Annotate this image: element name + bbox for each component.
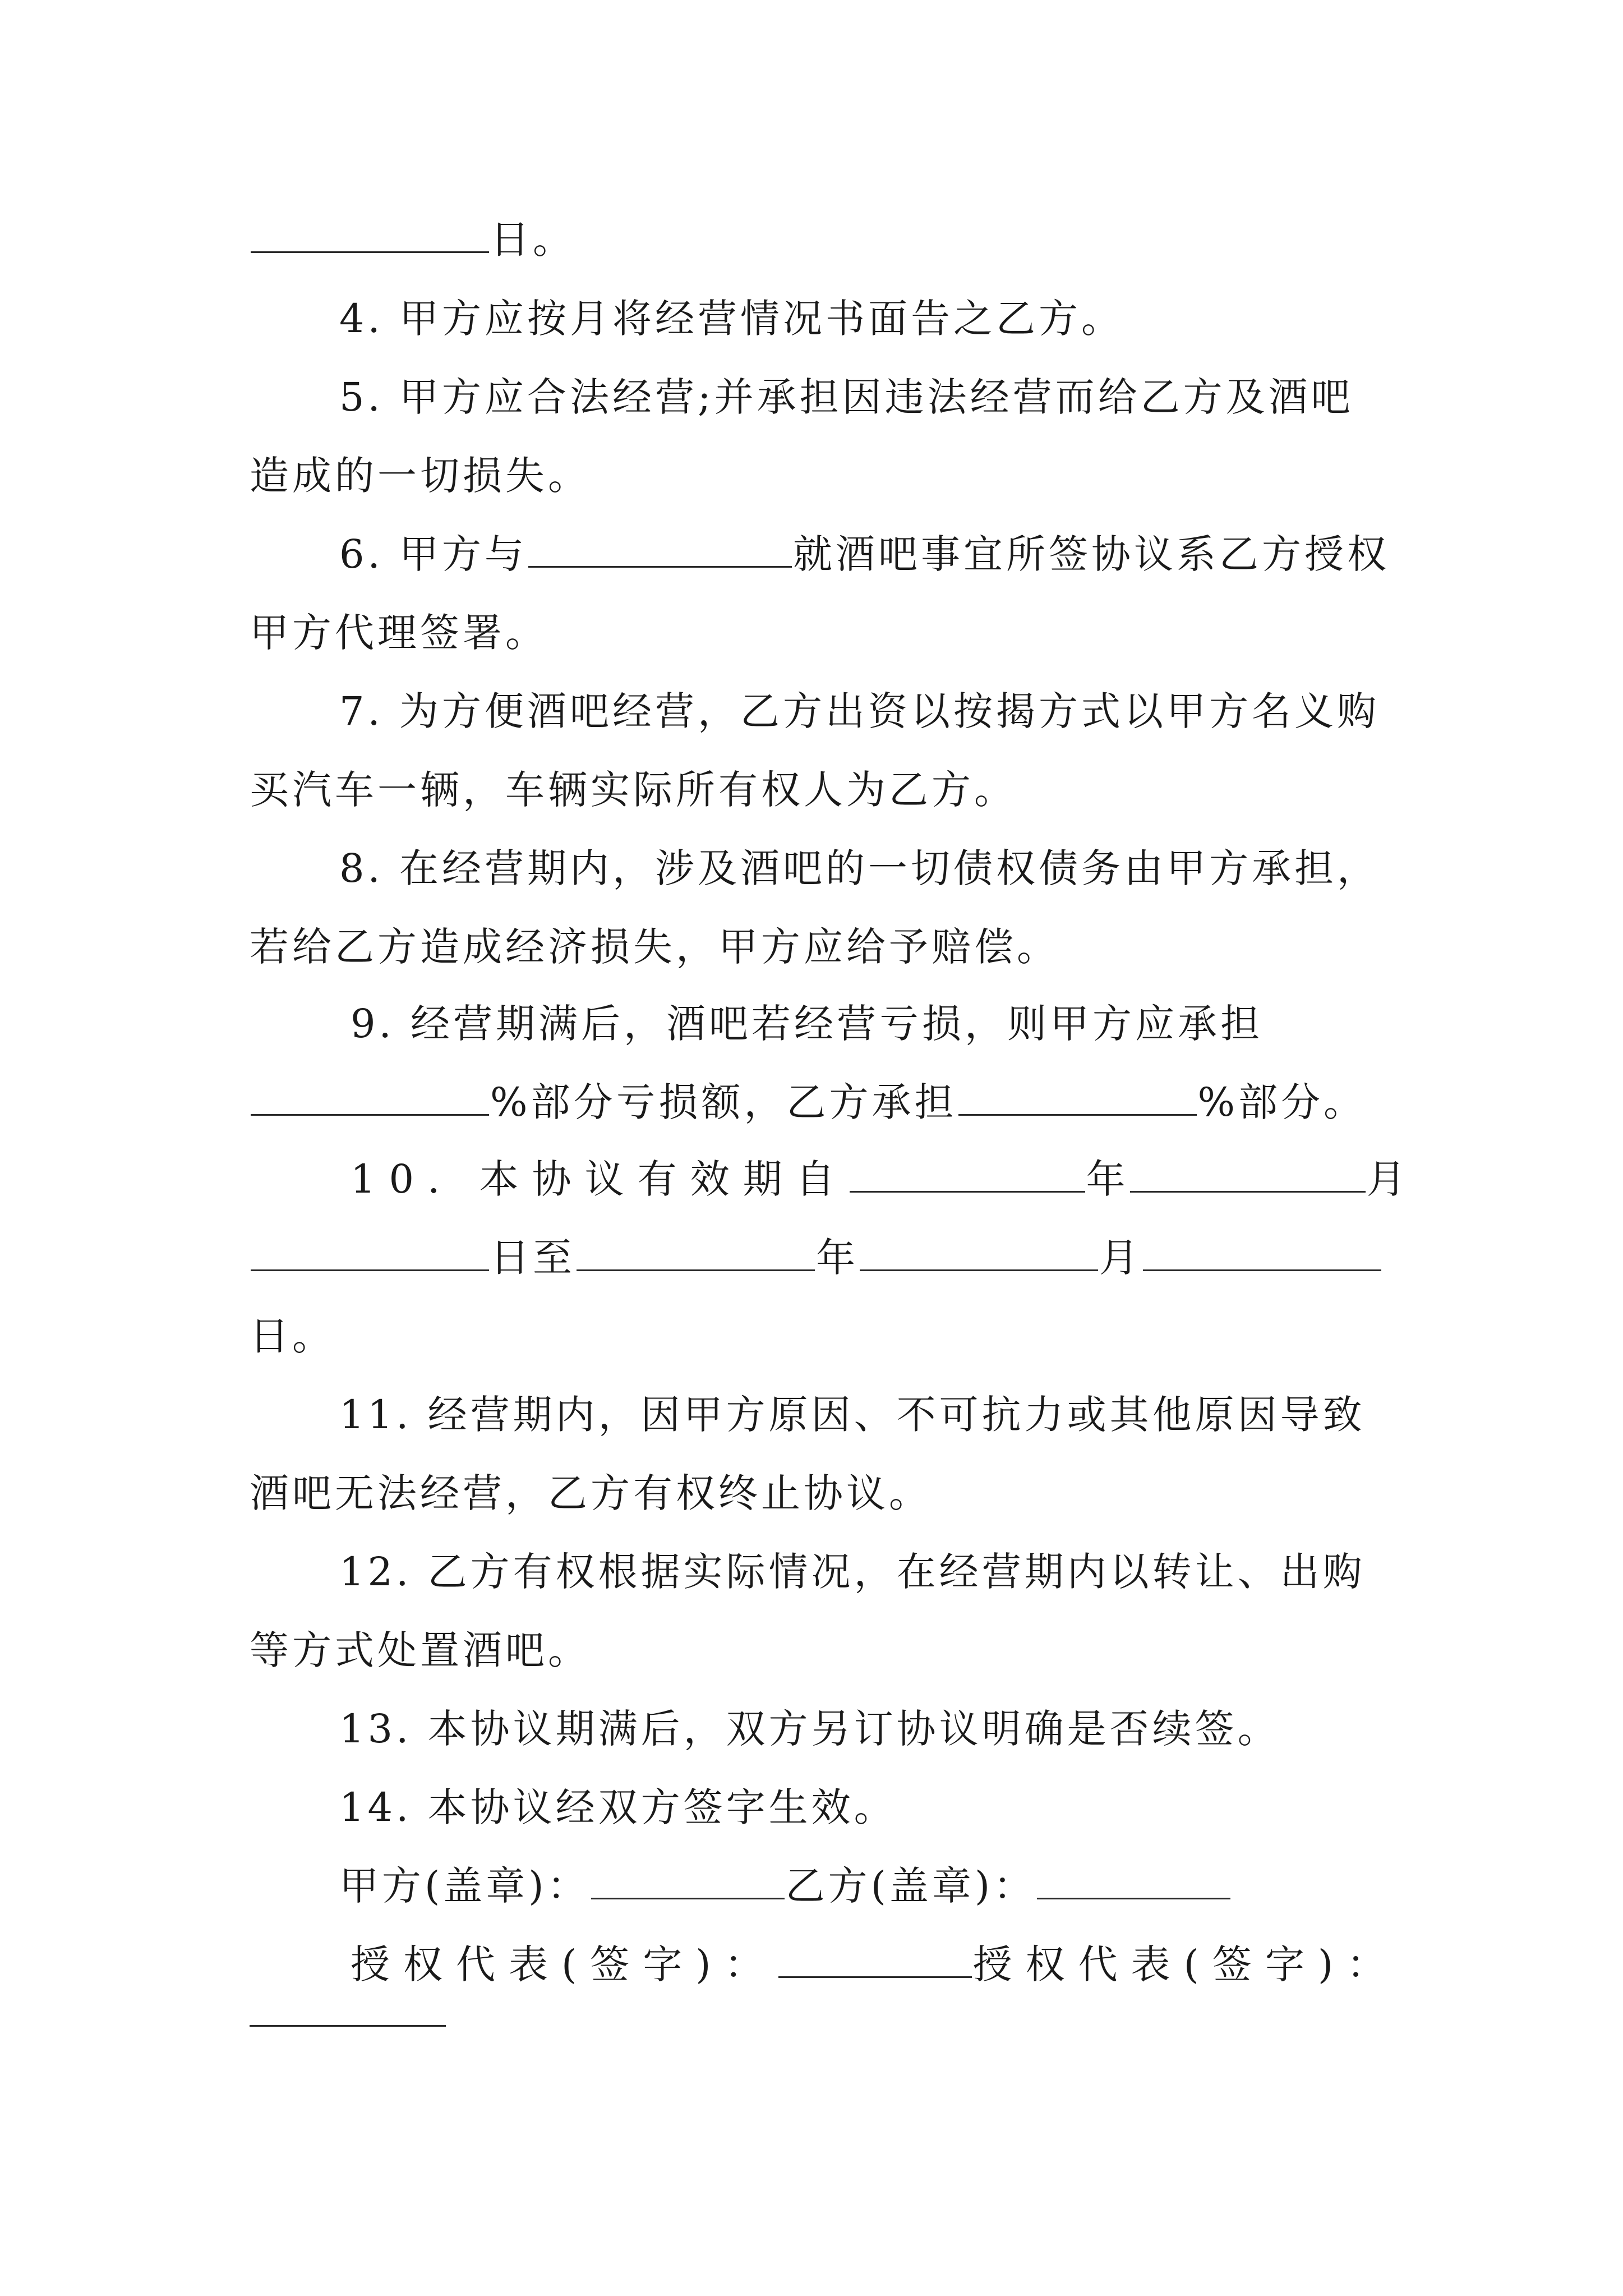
clause-7-line-1: 7. 为方便酒吧经营，乙方出资以按揭方式以甲方名义购 [339, 688, 1380, 734]
party-a-rep-label: 授权代表(签字)： [351, 1941, 777, 1987]
blank-field[interactable] [251, 1077, 489, 1116]
clause-5-line-1: 5. 甲方应合法经营;并承担因违法经营而给乙方及酒吧 [339, 374, 1354, 420]
clause-10-line-3: 日。 [250, 1313, 335, 1359]
blank-field[interactable] [860, 1232, 1098, 1271]
clause-9-mid: %部分亏损额，乙方承担 [490, 1079, 957, 1125]
signature-line [351, 1936, 1399, 1993]
clause-12-line-1: 12. 乙方有权根据实际情况，在经营期内以转让、出购 [339, 1549, 1366, 1595]
blank-field[interactable] [1130, 1154, 1366, 1193]
party-b-rep-label: 授权代表(签字)： [972, 1941, 1400, 1987]
clause-7-line-2: 买汽车一辆，车辆实际所有权人为乙方。 [250, 767, 1017, 813]
clause-11-line-1: 11. 经营期内，因甲方原因、不可抗力或其他原因导致 [339, 1392, 1366, 1438]
party-a-seal-field[interactable] [591, 1861, 785, 1899]
blank-field[interactable] [958, 1077, 1197, 1116]
blank-field[interactable] [251, 214, 489, 253]
clause-9-tail: %部分。 [1197, 1079, 1367, 1125]
party-b-rep-field[interactable] [250, 2024, 446, 2027]
blank-field[interactable] [850, 1154, 1085, 1193]
text-month: 月 [1366, 1156, 1409, 1202]
party-a-seal-label: 甲方(盖章)： [339, 1863, 590, 1909]
text-year: 年 [1086, 1156, 1129, 1202]
clause-6-head: 6. 甲方与 [339, 531, 528, 577]
party-b-seal-label: 乙方(盖章)： [785, 1863, 1036, 1909]
clause-10-line-2 [250, 1230, 1382, 1286]
party-b-seal-field[interactable] [1037, 1861, 1230, 1899]
blank-field[interactable] [251, 1232, 489, 1271]
clause-9-line-2 [250, 1074, 1366, 1130]
clause-4: 4. 甲方应按月将经营情况书面告之乙方。 [339, 296, 1124, 342]
clause-8-line-2: 若给乙方造成经济损失，甲方应给予赔偿。 [250, 924, 1059, 970]
clause-10-line-1 [351, 1151, 1409, 1207]
seal-line [339, 1858, 1232, 1914]
text-year: 年 [816, 1235, 859, 1281]
text-day-to: 日至 [490, 1235, 575, 1281]
clause-12-line-2: 等方式处置酒吧。 [250, 1627, 591, 1673]
clause-6-line-2: 甲方代理签署。 [250, 610, 548, 656]
text-month: 月 [1099, 1235, 1142, 1281]
clause-8-line-1: 8. 在经营期内，涉及酒吧的一切债权债务由甲方承担， [339, 845, 1380, 891]
blank-field[interactable] [1143, 1232, 1381, 1271]
clause-14: 14. 本协议经双方签字生效。 [339, 1784, 897, 1830]
clause-6-tail: 就酒吧事宜所签协议系乙方授权 [793, 531, 1390, 577]
text-day: 日。 [490, 217, 575, 263]
blank-field[interactable] [577, 1232, 815, 1271]
clause-13: 13. 本协议期满后，双方另订协议明确是否续签。 [339, 1706, 1280, 1752]
blank-field[interactable] [528, 529, 792, 568]
clause-10-head: 10. 本协议有效期自 [351, 1156, 849, 1202]
clause-9-line-1: 9. 经营期满后，酒吧若经营亏损，则甲方应承担 [351, 1001, 1264, 1047]
line-date-end [250, 211, 575, 268]
party-a-rep-field[interactable] [778, 1939, 972, 1978]
clause-6-line-1 [339, 526, 1390, 582]
clause-11-line-2: 酒吧无法经营，乙方有权终止协议。 [250, 1470, 932, 1516]
clause-5-line-2: 造成的一切损失。 [250, 453, 591, 499]
